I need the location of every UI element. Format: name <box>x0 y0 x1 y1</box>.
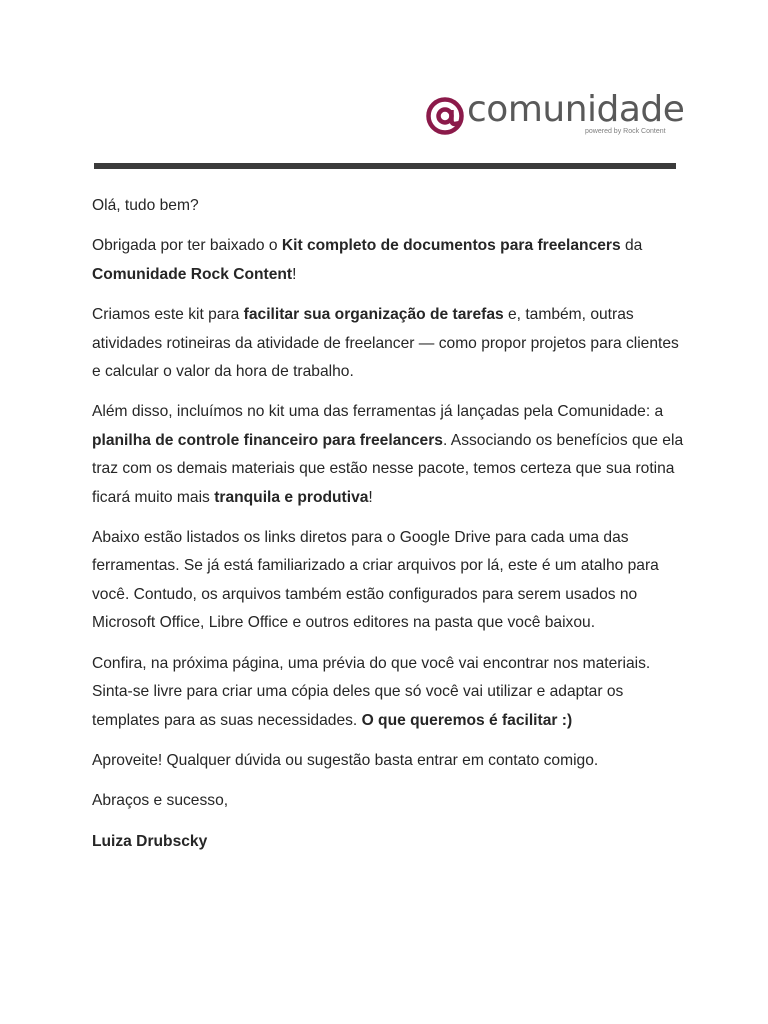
community-name: Comunidade Rock Content <box>92 265 293 283</box>
logo-wordmark: comunidade <box>467 89 685 130</box>
paragraph-links: Abaixo estão listados os links diretos para o Google Drive para cada uma das ferramentas. Se já está familiarizado a criar arquivos por lá, este é um atalho para você. Contudo, os arquivos também estão configurados para serem usados no Microsoft Office, Libre Office e outros editores na pasta que você baixou. <box>92 529 659 632</box>
greeting: Olá, tudo bem? <box>92 197 199 214</box>
highlight-text: tranquila e produtiva <box>214 488 369 506</box>
text-span: ! <box>368 488 373 506</box>
logo-tagline: powered by Rock Content <box>585 128 666 135</box>
text-span: Além disso, incluímos no kit uma das ferramentas já lançadas pela Comunidade: a <box>92 403 664 421</box>
text-span: ! <box>292 265 297 283</box>
highlight-text: planilha de controle financeiro para freelancers <box>92 431 443 449</box>
comunidade-logo <box>423 89 685 144</box>
paragraph-thanks <box>92 232 684 289</box>
paragraph-contact: Aproveite! Qualquer dúvida ou sugestão basta entrar em contato comigo. <box>92 751 599 769</box>
paragraph-preview <box>92 650 684 735</box>
text-span: Criamos este kit para <box>92 306 244 324</box>
paragraph-tools <box>92 398 684 512</box>
letter-body <box>92 192 684 868</box>
signature: Luiza Drubscky <box>92 832 208 850</box>
closing: Abraços e sucesso, <box>92 792 229 810</box>
text-span: Obrigada por ter baixado o <box>92 237 282 255</box>
highlight-text: facilitar sua organização de tarefas <box>243 306 504 324</box>
text-span: da <box>620 237 643 255</box>
text-span: Confira, na próxima página, uma prévia do que você vai encontrar nos materiais. Sinta-se livre para criar uma cópia deles que só você vai utilizar e adaptar os templates para as suas necessidades. <box>92 654 651 729</box>
paragraph-purpose <box>92 301 684 386</box>
at-sign-icon <box>425 96 465 136</box>
text-span: e, também, outras atividades rotineiras da atividade de freelancer — como propor projetos para clientes e calcular o valor da hora de trabalho. <box>92 306 679 381</box>
kit-title: Kit completo de documentos para freelancers <box>281 237 621 255</box>
text-span: . Associando os benefícios que ela traz com os demais materiais que estão nesse pacote, temos certeza que sua rotina ficará muito mais <box>92 431 684 506</box>
highlight-text: O que queremos é facilitar :) <box>361 711 573 729</box>
header-divider <box>94 163 676 169</box>
